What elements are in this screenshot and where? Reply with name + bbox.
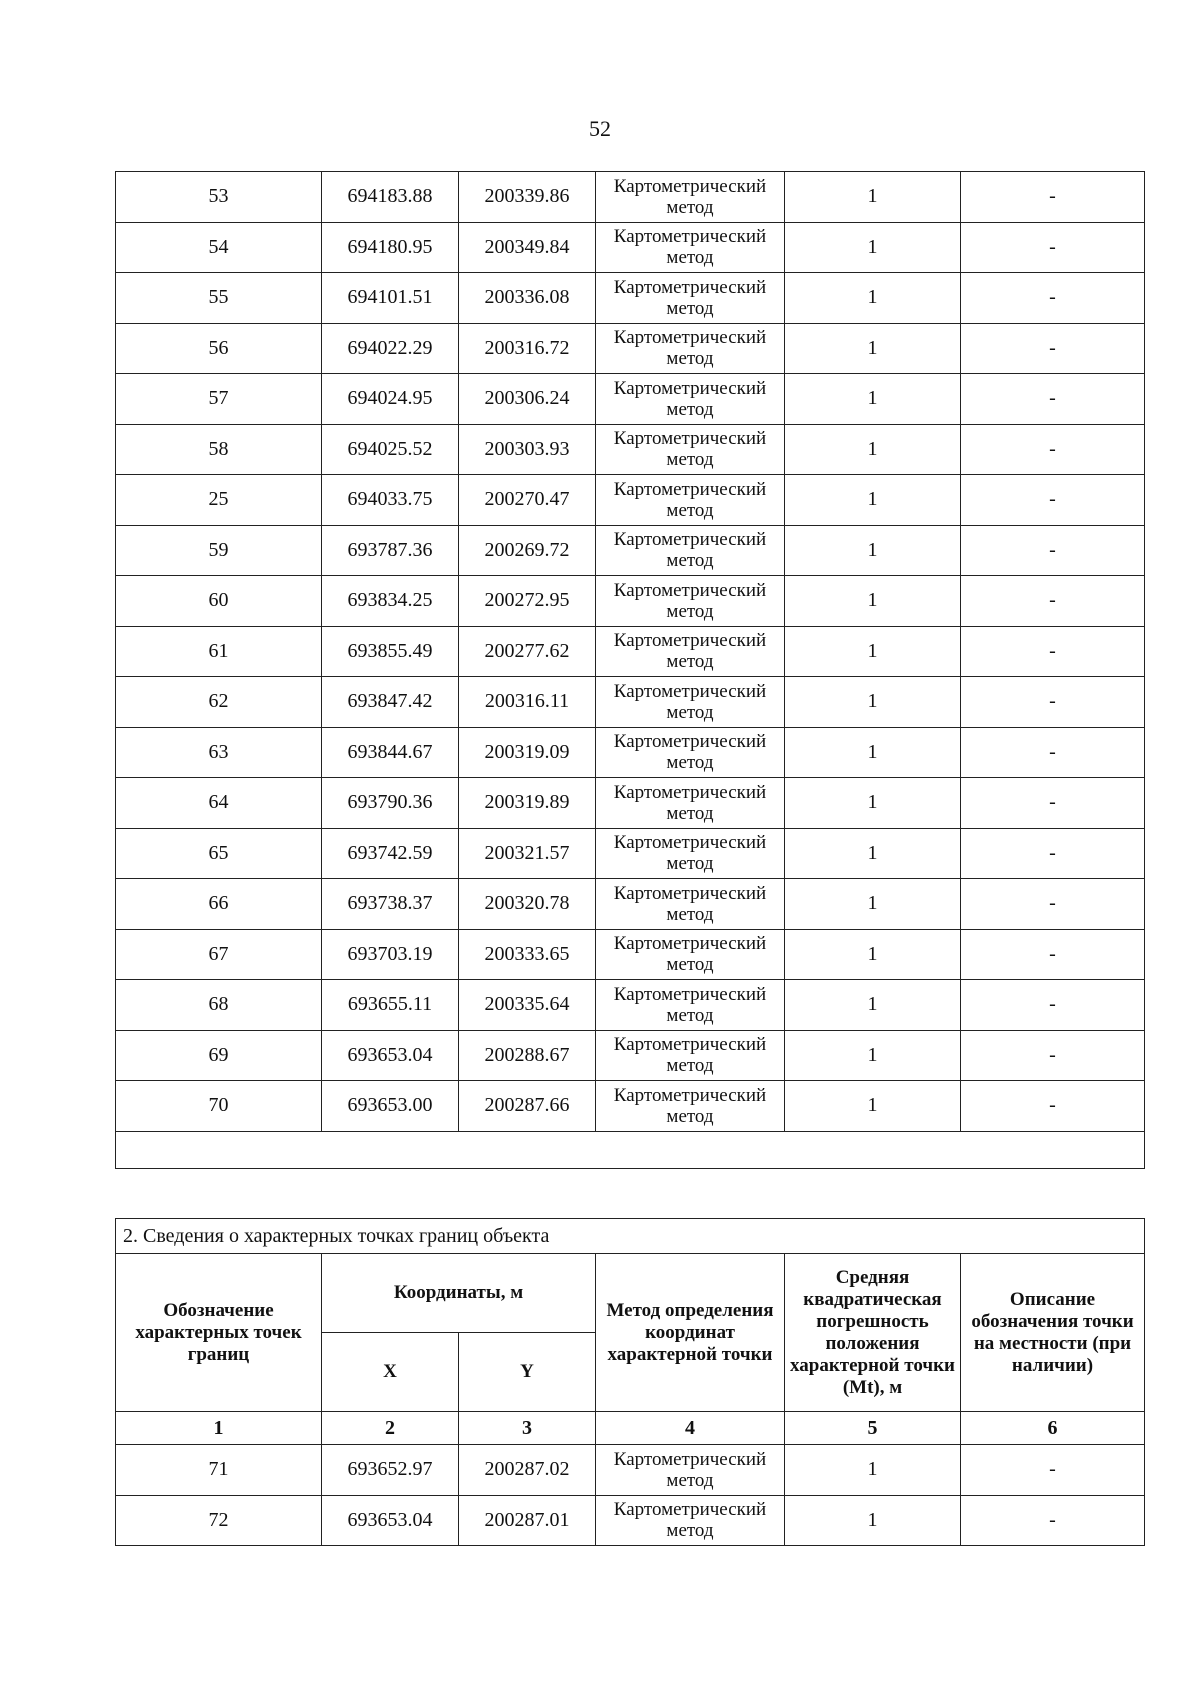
table-row: [116, 273, 1145, 324]
point-id-cell: 64: [116, 778, 322, 829]
point-id-cell: 68: [116, 980, 322, 1031]
error-cell: 1: [785, 677, 961, 728]
point-id-cell: 72: [116, 1495, 322, 1546]
coord-y-cell: 200335.64: [459, 980, 596, 1031]
table-row: [116, 879, 1145, 930]
description-cell: -: [961, 929, 1145, 980]
table-row: [116, 1030, 1145, 1081]
point-id-cell: 70: [116, 1081, 322, 1132]
coord-x-cell: 693844.67: [322, 727, 459, 778]
coord-x-cell: 694025.52: [322, 424, 459, 475]
method-cell: Картометрический метод: [596, 1081, 785, 1132]
coord-x-cell: 694022.29: [322, 323, 459, 374]
table2-body: [116, 1445, 1145, 1546]
coord-y-cell: 200287.66: [459, 1081, 596, 1132]
method-cell: Картометрический метод: [596, 727, 785, 778]
point-id-cell: 61: [116, 626, 322, 677]
point-id-cell: 53: [116, 172, 322, 223]
table-row: [116, 576, 1145, 627]
coord-x-cell: 693847.42: [322, 677, 459, 728]
error-cell: 1: [785, 273, 961, 324]
coord-y-cell: 200349.84: [459, 222, 596, 273]
method-cell: Картометрический метод: [596, 626, 785, 677]
method-cell: Картометрический метод: [596, 424, 785, 475]
method-cell: Картометрический метод: [596, 879, 785, 930]
coordinates-table-continued: [115, 171, 1145, 1169]
point-id-cell: 56: [116, 323, 322, 374]
coord-x-cell: 694033.75: [322, 475, 459, 526]
coord-y-cell: 200321.57: [459, 828, 596, 879]
point-id-cell: 58: [116, 424, 322, 475]
description-cell: -: [961, 1495, 1145, 1546]
coord-y-cell: 200288.67: [459, 1030, 596, 1081]
coord-y-cell: 200319.89: [459, 778, 596, 829]
error-cell: 1: [785, 1495, 961, 1546]
table-row: [116, 475, 1145, 526]
table-row: [116, 525, 1145, 576]
description-cell: -: [961, 222, 1145, 273]
description-cell: -: [961, 980, 1145, 1031]
description-cell: -: [961, 626, 1145, 677]
empty-footer-row: [116, 1131, 1145, 1168]
point-id-cell: 67: [116, 929, 322, 980]
error-cell: 1: [785, 828, 961, 879]
method-cell: Картометрический метод: [596, 576, 785, 627]
table2-title: 2. Сведения о характерных точках границ объекта: [116, 1219, 1145, 1254]
method-cell: Картометрический метод: [596, 172, 785, 223]
description-cell: -: [961, 1081, 1145, 1132]
point-id-cell: 63: [116, 727, 322, 778]
coord-y-cell: 200287.01: [459, 1495, 596, 1546]
point-id-cell: 59: [116, 525, 322, 576]
header-error: Средняя квадратическая погрешность положения характерной точки (Mt), м: [785, 1254, 961, 1412]
table2-header-row: [116, 1254, 1145, 1333]
description-cell: -: [961, 1030, 1145, 1081]
coord-x-cell: 694183.88: [322, 172, 459, 223]
point-id-cell: 65: [116, 828, 322, 879]
column-number: 4: [596, 1412, 785, 1445]
method-cell: Картометрический метод: [596, 778, 785, 829]
table2-title-row: [116, 1219, 1145, 1254]
coord-x-cell: 693787.36: [322, 525, 459, 576]
coord-y-cell: 200277.62: [459, 626, 596, 677]
point-id-cell: 60: [116, 576, 322, 627]
error-cell: 1: [785, 424, 961, 475]
description-cell: -: [961, 172, 1145, 223]
coord-x-cell: 693653.04: [322, 1030, 459, 1081]
coord-x-cell: 693738.37: [322, 879, 459, 930]
description-cell: -: [961, 273, 1145, 324]
error-cell: 1: [785, 1445, 961, 1496]
error-cell: 1: [785, 374, 961, 425]
coord-y-cell: 200339.86: [459, 172, 596, 223]
method-cell: Картометрический метод: [596, 1445, 785, 1496]
description-cell: -: [961, 475, 1145, 526]
coord-x-cell: 693834.25: [322, 576, 459, 627]
column-number: 6: [961, 1412, 1145, 1445]
coord-y-cell: 200333.65: [459, 929, 596, 980]
table1-body: [116, 172, 1145, 1169]
description-cell: -: [961, 828, 1145, 879]
point-id-cell: 71: [116, 1445, 322, 1496]
description-cell: -: [961, 525, 1145, 576]
description-cell: -: [961, 374, 1145, 425]
header-point-designation: Обозначение характерных точек границ: [116, 1254, 322, 1412]
header-coordinates: Координаты, м: [322, 1254, 596, 1333]
description-cell: -: [961, 576, 1145, 627]
point-id-cell: 66: [116, 879, 322, 930]
error-cell: 1: [785, 980, 961, 1031]
method-cell: Картометрический метод: [596, 374, 785, 425]
table-row: [116, 1445, 1145, 1496]
method-cell: Картометрический метод: [596, 273, 785, 324]
error-cell: 1: [785, 525, 961, 576]
table-row: [116, 727, 1145, 778]
error-cell: 1: [785, 778, 961, 829]
error-cell: 1: [785, 1081, 961, 1132]
boundary-points-table: [115, 1218, 1145, 1546]
table-row: [116, 424, 1145, 475]
method-cell: Картометрический метод: [596, 929, 785, 980]
coord-y-cell: 200270.47: [459, 475, 596, 526]
column-number: 1: [116, 1412, 322, 1445]
table-row: [116, 980, 1145, 1031]
description-cell: -: [961, 727, 1145, 778]
point-id-cell: 25: [116, 475, 322, 526]
coord-x-cell: 693653.04: [322, 1495, 459, 1546]
table-row: [116, 828, 1145, 879]
coord-x-cell: 694024.95: [322, 374, 459, 425]
coord-y-cell: 200269.72: [459, 525, 596, 576]
column-number: 2: [322, 1412, 459, 1445]
coord-x-cell: 693652.97: [322, 1445, 459, 1496]
coord-x-cell: 694180.95: [322, 222, 459, 273]
coord-x-cell: 693742.59: [322, 828, 459, 879]
coord-y-cell: 200336.08: [459, 273, 596, 324]
error-cell: 1: [785, 1030, 961, 1081]
table-row: [116, 222, 1145, 273]
description-cell: -: [961, 1445, 1145, 1496]
header-method: Метод определения координат характерной точки: [596, 1254, 785, 1412]
header-y: Y: [459, 1333, 596, 1412]
point-id-cell: 54: [116, 222, 322, 273]
table-row: [116, 1495, 1145, 1546]
method-cell: Картометрический метод: [596, 323, 785, 374]
method-cell: Картометрический метод: [596, 677, 785, 728]
table-row: [116, 778, 1145, 829]
description-cell: -: [961, 424, 1145, 475]
coord-y-cell: 200316.72: [459, 323, 596, 374]
page-number: 52: [589, 116, 611, 141]
coord-x-cell: 693855.49: [322, 626, 459, 677]
point-id-cell: 62: [116, 677, 322, 728]
error-cell: 1: [785, 475, 961, 526]
coord-x-cell: 693653.00: [322, 1081, 459, 1132]
error-cell: 1: [785, 222, 961, 273]
description-cell: -: [961, 879, 1145, 930]
header-x: X: [322, 1333, 459, 1412]
column-number: 3: [459, 1412, 596, 1445]
method-cell: Картометрический метод: [596, 1030, 785, 1081]
coord-x-cell: 693790.36: [322, 778, 459, 829]
coord-y-cell: 200272.95: [459, 576, 596, 627]
table-row: [116, 374, 1145, 425]
coord-x-cell: 694101.51: [322, 273, 459, 324]
error-cell: 1: [785, 929, 961, 980]
method-cell: Картометрический метод: [596, 525, 785, 576]
error-cell: 1: [785, 323, 961, 374]
empty-footer-cell: [116, 1131, 1145, 1168]
error-cell: 1: [785, 727, 961, 778]
coord-y-cell: 200320.78: [459, 879, 596, 930]
coord-y-cell: 200316.11: [459, 677, 596, 728]
point-id-cell: 69: [116, 1030, 322, 1081]
method-cell: Картометрический метод: [596, 980, 785, 1031]
method-cell: Картометрический метод: [596, 222, 785, 273]
description-cell: -: [961, 323, 1145, 374]
coord-x-cell: 693655.11: [322, 980, 459, 1031]
coord-x-cell: 693703.19: [322, 929, 459, 980]
method-cell: Картометрический метод: [596, 1495, 785, 1546]
coord-y-cell: 200303.93: [459, 424, 596, 475]
table2-column-numbers-row: [116, 1412, 1145, 1445]
method-cell: Картометрический метод: [596, 828, 785, 879]
error-cell: 1: [785, 576, 961, 627]
error-cell: 1: [785, 172, 961, 223]
point-id-cell: 55: [116, 273, 322, 324]
header-description: Описание обозначения точки на местности (при наличии): [961, 1254, 1145, 1412]
table-row: [116, 1081, 1145, 1132]
coord-y-cell: 200287.02: [459, 1445, 596, 1496]
coord-y-cell: 200319.09: [459, 727, 596, 778]
error-cell: 1: [785, 879, 961, 930]
column-number: 5: [785, 1412, 961, 1445]
table-row: [116, 677, 1145, 728]
error-cell: 1: [785, 626, 961, 677]
coord-y-cell: 200306.24: [459, 374, 596, 425]
table-row: [116, 323, 1145, 374]
point-id-cell: 57: [116, 374, 322, 425]
table-row: [116, 626, 1145, 677]
table-row: [116, 929, 1145, 980]
description-cell: -: [961, 778, 1145, 829]
description-cell: -: [961, 677, 1145, 728]
method-cell: Картометрический метод: [596, 475, 785, 526]
table-row: [116, 172, 1145, 223]
